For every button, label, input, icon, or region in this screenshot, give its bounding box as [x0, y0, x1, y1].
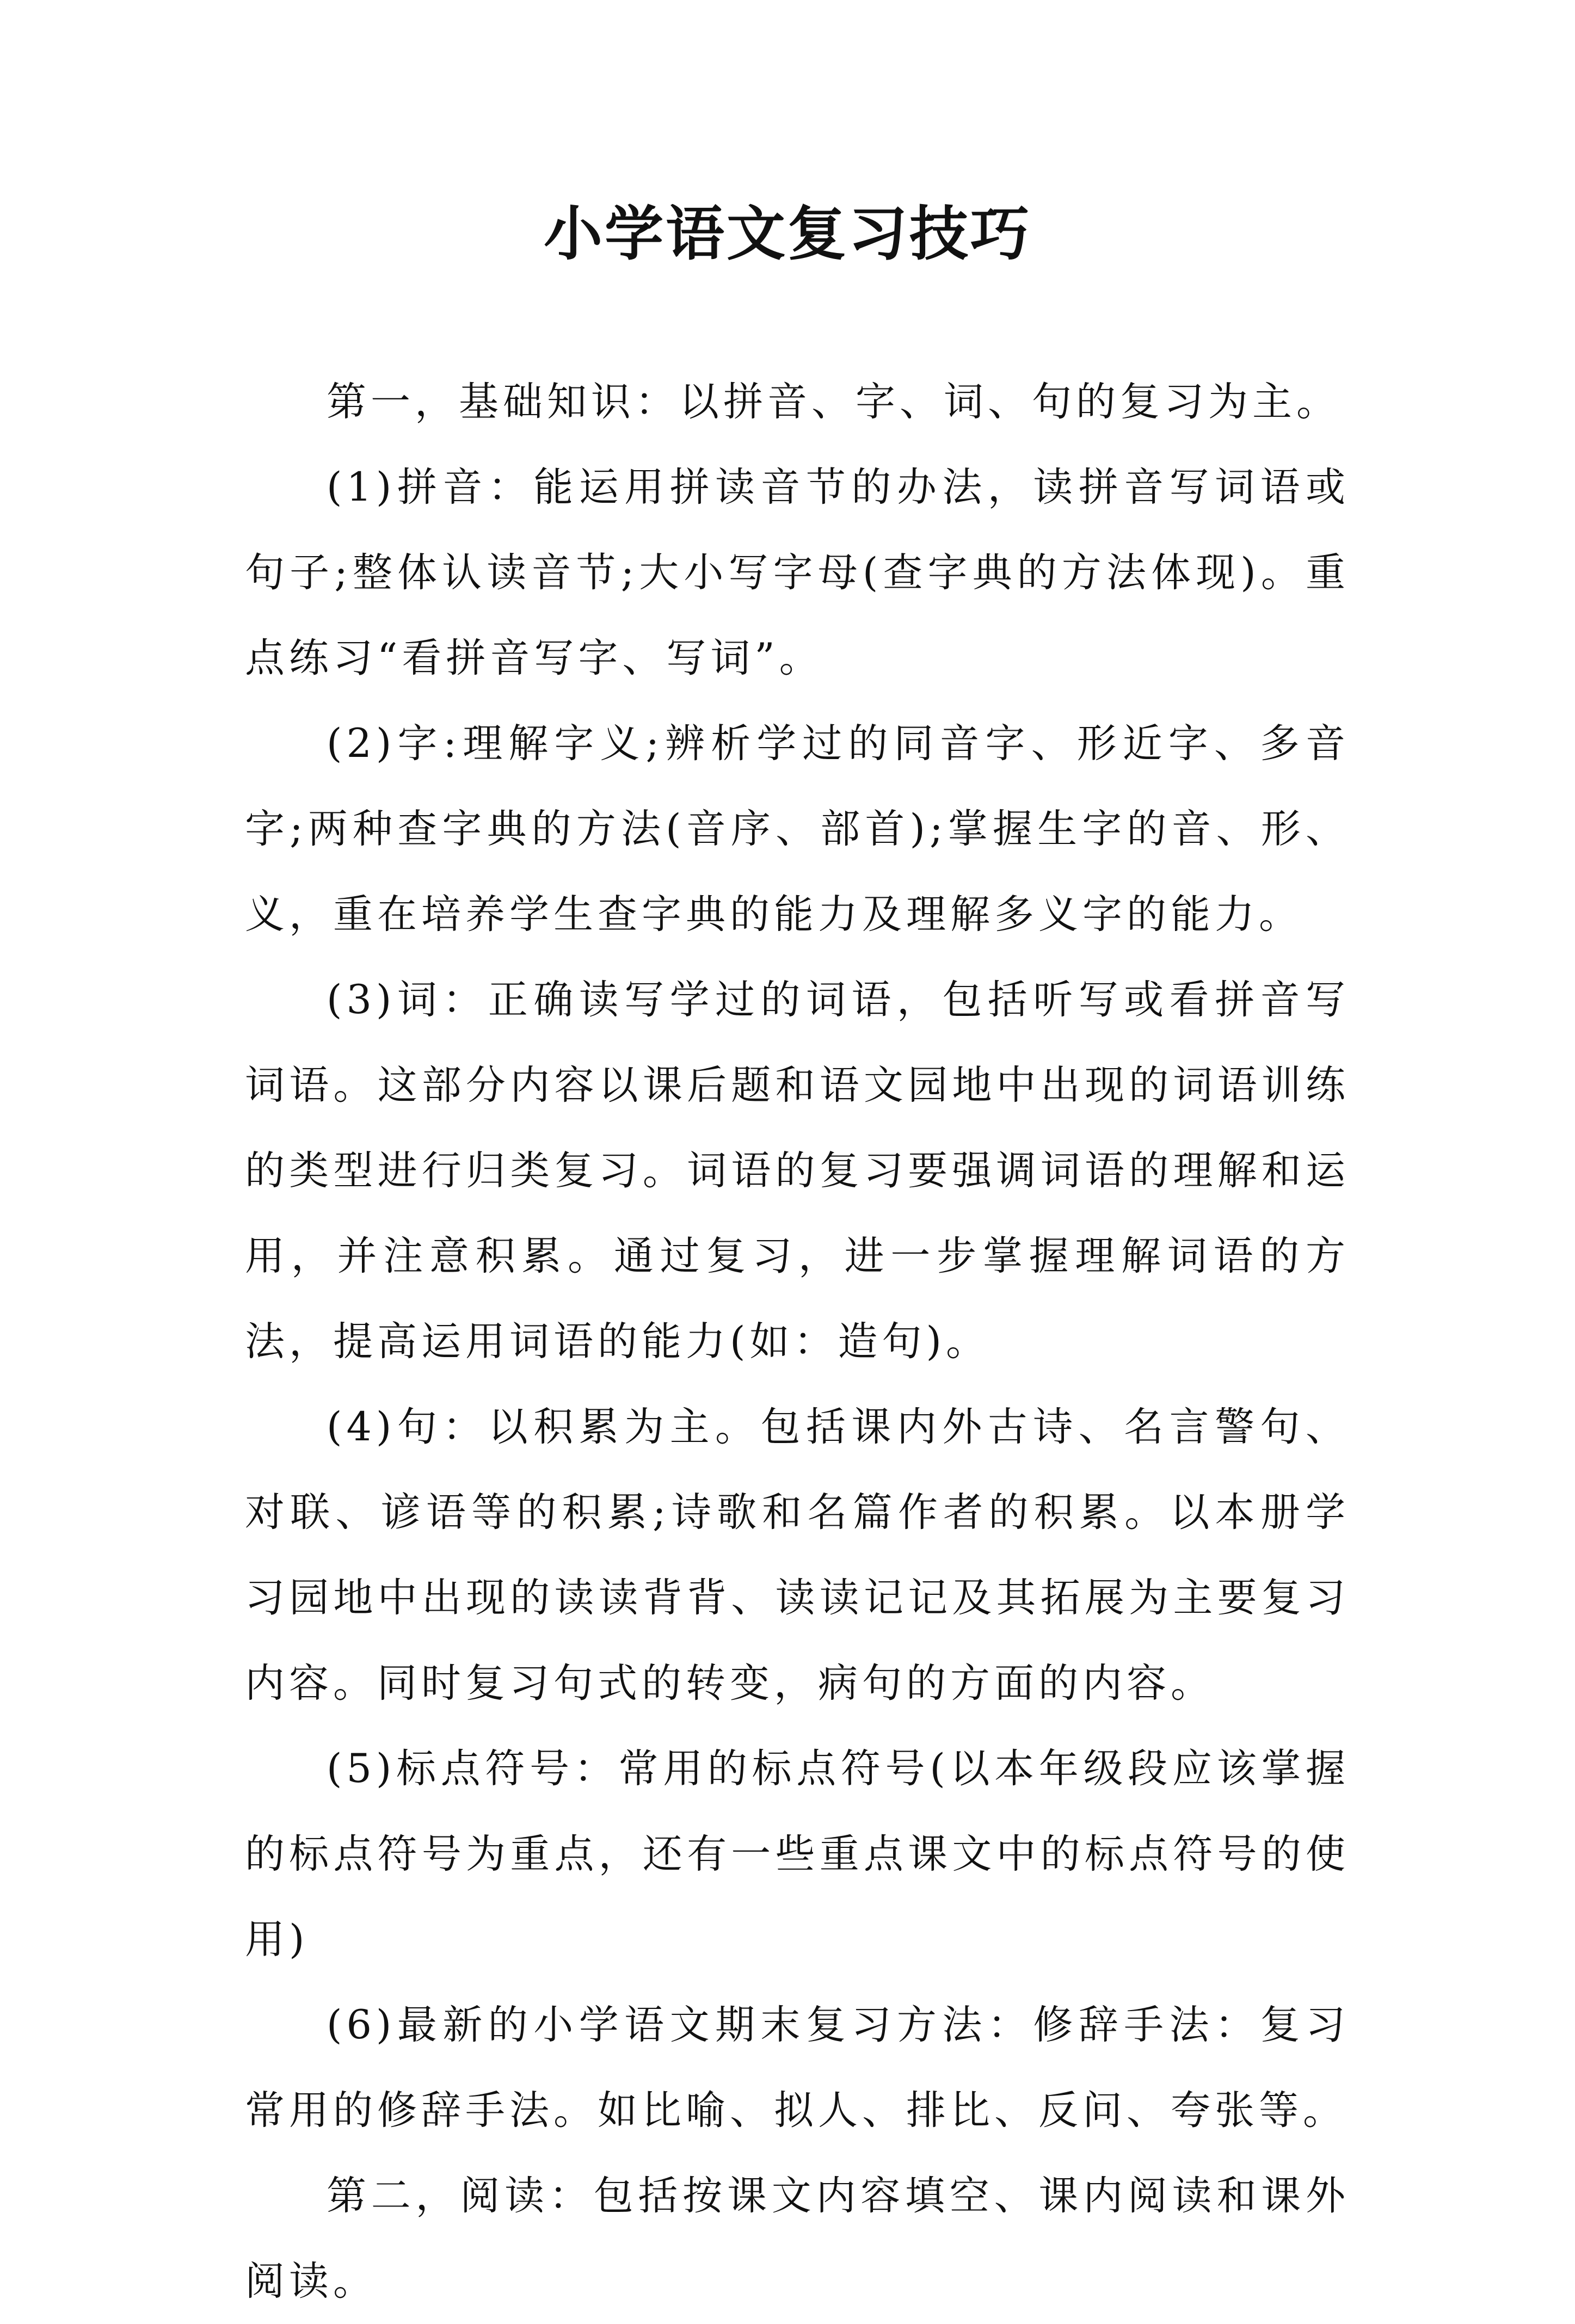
paragraph-reading: 第二，阅读：包括按课文内容填空、课内阅读和课外阅读。 [245, 2173, 1350, 2304]
paragraph-rhetoric: (6)最新的小学语文期末复习方法：修辞手法：复习常用的修辞手法。如比喻、拟人、排比、反问、夸张等。 [245, 2002, 1350, 2134]
paragraph-sentences: (4)句：以积累为主。包括课内外古诗、名言警句、对联、谚语等的积累;诗歌和名篇作者的积累。以本册学习园地中出现的读读背背、读读记记及其拓展为主要复习内容。同时复习句式的转变，病句的方面的内容。 [245, 1404, 1350, 1706]
paragraph-pinyin: (1)拼音：能运用拼读音节的办法，读拼音写词语或句子;整体认读音节;大小写字母(查字典的方法体现)。重点练习“看拼音写字、写词”。 [245, 464, 1350, 681]
document-title: 小学语文复习技巧 [543, 200, 1031, 268]
document-body [245, 359, 1350, 2324]
paragraph-characters: (2)字:理解字义;辨析学过的同音字、形近字、多音字;两种查字典的方法(音序、部首);掌握生字的音、形、义，重在培养学生查字典的能力及理解多义字的能力。 [245, 720, 1350, 938]
paragraph-words: (3)词：正确读写学过的词语，包括听写或看拼音写词语。这部分内容以课后题和语文园地中出现的词语训练的类型进行归类复习。词语的复习要强调词语的理解和运用，并注意积累。通过复习，进一步掌握理解词语的方法，提高运用词语的能力(如：造句)。 [245, 977, 1350, 1365]
paragraph-basic-knowledge: 第一，基础知识：以拼音、字、词、句的复习为主。 [327, 379, 1340, 425]
paragraph-punctuation: (5)标点符号：常用的标点符号(以本年级段应该掌握的标点符号为重点，还有一些重点课文中的标点符号的使用) [245, 1746, 1350, 1963]
